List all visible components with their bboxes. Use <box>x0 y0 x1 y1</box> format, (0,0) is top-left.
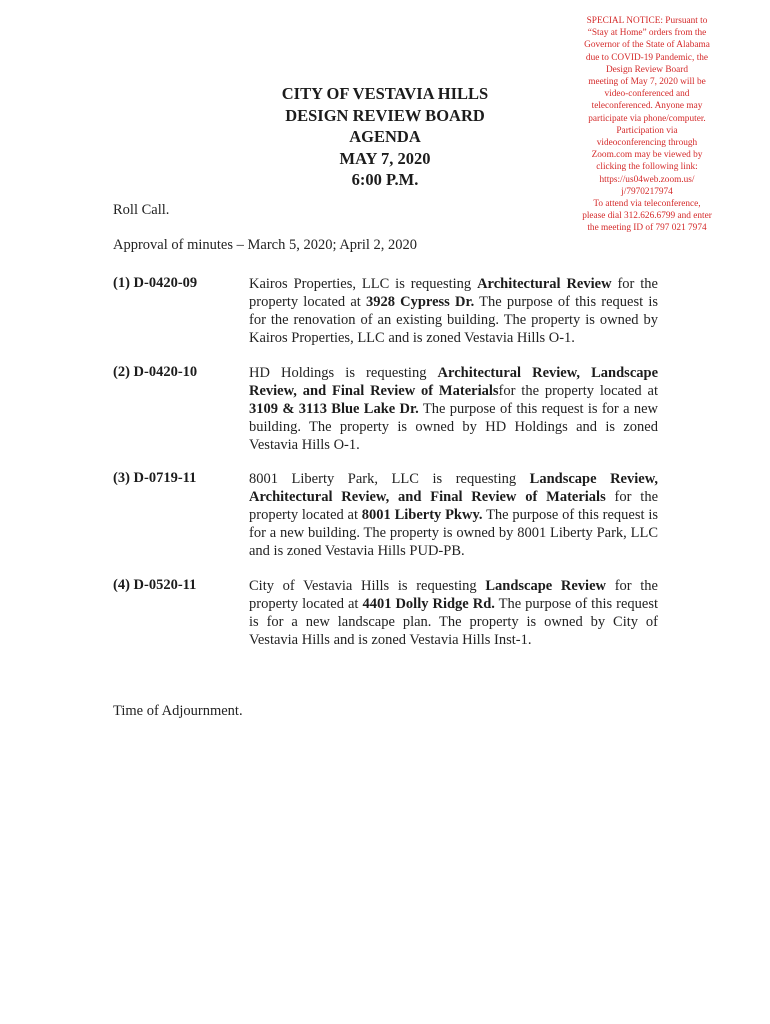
notice-line: Zoom.com may be viewed by <box>591 150 703 161</box>
notice-line: Design Review Board <box>605 64 689 75</box>
bold-text: Architectural Review <box>477 276 612 292</box>
bold-text: Landscape Review, Architectural Review, and Final Review of Materials <box>249 471 659 505</box>
text: for the property located at <box>498 383 658 399</box>
notice-line: Governor of the State of Alabama <box>584 40 710 51</box>
notice-line: video-conferenced and <box>604 89 690 100</box>
text: 8001 Liberty Park, LLC is requesting <box>249 471 530 487</box>
text: for the property located at <box>249 276 658 310</box>
text: HD Holdings is requesting <box>249 365 438 381</box>
adjournment: Time of Adjournment. <box>113 703 243 719</box>
document-type: AGENDA <box>349 127 421 146</box>
text: The purpose of this request is for a new building. The property is owned by 8001 Liberty Park, LLC and is zoned Vestavia Hills PUD-PB. <box>249 507 658 559</box>
notice-line: meeting of May 7, 2020 will be <box>588 77 706 88</box>
case-number: (3) D-0719-11 <box>113 470 197 486</box>
approval-of-minutes: Approval of minutes – March 5, 2020; April 2, 2020 <box>113 237 418 253</box>
notice-line: clicking the following link: <box>596 162 698 173</box>
meeting-time: 6:00 P.M. <box>351 170 419 189</box>
bold-text: 4401 Dolly Ridge Rd. <box>362 596 495 612</box>
case-number: (2) D-0420-10 <box>113 364 198 380</box>
text: City of Vestavia Hills is requesting <box>249 578 486 594</box>
text: Kairos Properties, LLC is requesting <box>249 276 478 292</box>
text: for the property located at <box>249 489 659 523</box>
text: The purpose of this request is for the renovation of an existing building. The property is owned by Kairos Properties, LLC and is zoned Vestavia Hills O-1. <box>249 294 658 346</box>
notice-line: videoconferencing through <box>596 138 698 149</box>
meeting-date: MAY 7, 2020 <box>339 148 431 168</box>
text: The purpose of this request is for a new building. The property is owned by HD Holdings and is zoned Vestavia Hills O-1. <box>249 401 658 453</box>
case-description <box>249 275 658 347</box>
notice-line: Participation via <box>616 125 678 136</box>
roll-call: Roll Call. <box>113 202 170 218</box>
bold-text: Architectural Review, Landscape Review, and Final Review of Materials <box>249 365 659 399</box>
bold-text: Landscape Review <box>485 578 606 594</box>
board-name: DESIGN REVIEW BOARD <box>285 105 485 125</box>
case-number: (1) D-0420-09 <box>113 275 198 291</box>
notice-link[interactable]: https://us04web.zoom.us/ <box>599 174 695 185</box>
bold-text: 8001 Liberty Pkwy. <box>361 507 483 523</box>
case-description <box>249 364 658 454</box>
notice-line: To attend via teleconference, <box>593 199 701 210</box>
notice-line: participate via phone/computer. <box>588 113 706 124</box>
case-description <box>249 470 658 560</box>
notice-line: please dial 312.626.6799 and enter <box>582 211 712 222</box>
case-description <box>249 577 658 649</box>
agenda-title <box>240 83 530 191</box>
text: for the property located at <box>249 578 658 612</box>
notice-line: teleconferenced. Anyone may <box>591 101 703 112</box>
case-number: (4) D-0520-11 <box>113 577 197 593</box>
notice-line: SPECIAL NOTICE: Pursuant to <box>586 16 708 26</box>
notice-line: “Stay at Home” orders from the <box>587 28 707 39</box>
special-notice <box>572 15 722 235</box>
bold-text: 3109 & 3113 Blue Lake Dr. <box>249 401 419 417</box>
notice-line: the meeting ID of 797 021 7974 <box>587 223 707 234</box>
bold-text: 3928 Cypress Dr. <box>365 294 475 310</box>
notice-link[interactable]: j/7970217974 <box>621 186 673 197</box>
text: The purpose of this request is for a new landscape plan. The property is owned by City of Vestavia Hills and is zoned Vestavia Hills Inst-1. <box>249 596 658 648</box>
notice-line: due to COVID-19 Pandemic, the <box>585 52 709 63</box>
city-name: CITY OF VESTAVIA HILLS <box>281 84 489 103</box>
